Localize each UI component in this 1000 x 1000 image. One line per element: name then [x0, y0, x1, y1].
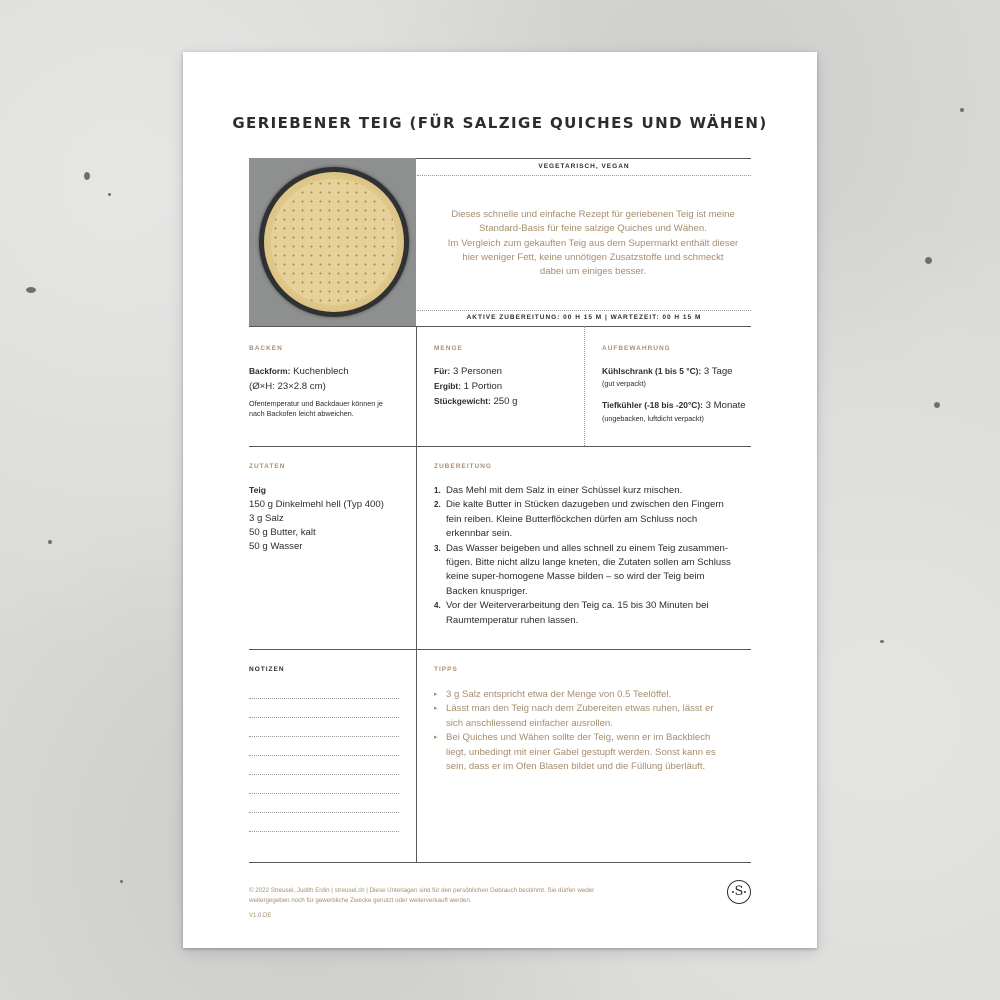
menge-label: Stückgewicht: [434, 396, 491, 406]
note-line[interactable] [249, 774, 399, 775]
intro-line: hier weniger Fett, keine unnötigen Zusatzstoffe und schmeckt [462, 251, 724, 263]
note-line[interactable] [249, 831, 399, 832]
tip-line: sein, dass er im Ofen Blasen bildet und die Füllung überläuft. [446, 761, 706, 773]
background-speck [108, 193, 111, 196]
tip-line: Lässt man den Teig nach dem Zubereiten etwas ruhen, lässt er [446, 703, 714, 715]
step-item [434, 599, 731, 628]
tipps-heading: TIPPS [434, 666, 458, 673]
menge-heading: MENGE [434, 345, 463, 352]
tip-line: 3 g Salz entspricht etwa der Menge von 0.5 Teelöffel. [446, 689, 672, 700]
background-speck [120, 880, 123, 883]
step-number: 1. [434, 486, 441, 495]
backform-line [249, 364, 349, 379]
step-item [434, 498, 731, 541]
recipe-intro [433, 208, 753, 279]
menge-row [434, 379, 502, 394]
zutaten-heading: ZUTATEN [249, 463, 286, 470]
storage-value: 3 Monate [705, 400, 746, 411]
backen-note-line: nach Backofen leicht abweichen. [249, 409, 354, 418]
tip-line: Bei Quiches und Wähen sollte der Teig, wenn er im Backblech [446, 732, 711, 744]
storage-item [602, 364, 733, 379]
intro-line: Im Vergleich zum gekauften Teig aus dem Supermarkt enthält dieser [447, 237, 739, 249]
logo-letter: S [734, 884, 744, 899]
ingredient-item: 3 g Salz [249, 513, 284, 524]
menge-label: Für: [434, 366, 451, 376]
storage-note: (gut verpackt) [602, 379, 646, 388]
arrow-icon: ▸ [434, 691, 438, 698]
tip-line: sich anschliessend einfacher ausrollen. [446, 717, 613, 729]
step-line: erkennbar sein. [446, 528, 513, 540]
tips-list [434, 688, 716, 774]
divider [249, 862, 751, 863]
step-line: Das Mehl mit dem Salz in einer Schüssel kurz mischen. [446, 485, 683, 496]
menge-row [434, 394, 517, 409]
footer-line: © 2022 Streusel, Judith Erdin | streusel.ch | Diese Unterlagen sind für den persönlichen Gebrauch bestimmt. Sie dürfen weder [249, 887, 595, 894]
storage-item [602, 398, 746, 413]
note-line[interactable] [249, 736, 399, 737]
step-line: keine super-homogene Masse bilden – so wird der Teig beim [446, 571, 705, 583]
note-line[interactable] [249, 793, 399, 794]
ingredient-item: 50 g Wasser [249, 541, 303, 552]
footer-line: weitergegeben noch für gewerbliche Zwecke genutzt oder weiterverkauft werden. [249, 897, 472, 904]
background-speck [960, 108, 964, 112]
tip-item [434, 688, 716, 702]
step-line: Raumtemperatur ruhen lassen. [446, 614, 579, 626]
step-line: Das Wasser beigeben und alles schnell zu einem Teig zusammen- [446, 542, 729, 554]
background-speck [48, 540, 52, 544]
divider [249, 649, 751, 650]
background-speck [934, 402, 940, 408]
background-speck [925, 257, 932, 264]
backform-label: Backform: [249, 366, 291, 376]
aufbewahrung-heading: AUFBEWAHRUNG [602, 345, 671, 352]
recipe-sheet [183, 52, 817, 948]
notizen-heading: NOTIZEN [249, 666, 285, 673]
recipe-title: GERIEBENER TEIG (FÜR SALZIGE QUICHES UND WÄHEN) [232, 114, 768, 132]
note-line[interactable] [249, 812, 399, 813]
step-item [434, 484, 731, 498]
storage-label: Tiefkühler (-18 bis -20°C): [602, 400, 703, 410]
backform-dimensions: (Ø×H: 23×2.8 cm) [249, 381, 326, 392]
menge-row [434, 364, 502, 379]
intro-line: Dieses schnelle und einfache Rezept für geriebenen Teig ist meine [451, 209, 735, 220]
background-speck [84, 172, 90, 180]
step-number: 4. [434, 601, 441, 611]
intro-line: Standard-Basis für feine salzige Quiches und Wähen. [479, 223, 707, 235]
menge-value: 3 Personen [452, 366, 503, 377]
backen-note-line: Ofentemperatur und Backdauer können je [249, 399, 383, 408]
step-line: fein reiben. Kleine Butterflöckchen dürfen am Schluss noch [446, 513, 698, 525]
step-item [434, 542, 731, 600]
step-line: fügen. Bitte nicht allzu lange kneten, die Zutaten sollen am Schluss [446, 557, 731, 569]
menge-value: 250 g [493, 396, 518, 407]
tip-item [434, 702, 716, 731]
arrow-icon: ▸ [434, 705, 438, 713]
note-line[interactable] [249, 717, 399, 718]
dotted-divider [417, 175, 751, 176]
divider [249, 446, 751, 447]
backen-heading: BACKEN [249, 345, 283, 352]
step-number: 3. [434, 543, 441, 553]
column-divider [416, 446, 417, 650]
step-line: Vor der Weiterverarbeitung den Teig ca. 15 bis 30 Minuten bei [446, 600, 709, 612]
background-speck [26, 287, 36, 293]
intro-line: dabei um einiges besser. [539, 266, 647, 278]
step-line: Die kalte Butter in Stücken dazugeben und zwischen den Fingern [446, 499, 724, 511]
step-number: 2. [434, 500, 441, 510]
background-speck [880, 640, 884, 643]
arrow-icon: ▸ [434, 734, 438, 742]
column-divider [416, 649, 417, 862]
version-label: V1.0.DE [249, 913, 272, 919]
note-line[interactable] [249, 698, 399, 699]
footer-text [249, 886, 594, 906]
storage-note: (ungebacken, luftdicht verpackt) [602, 414, 704, 423]
backform-value: Kuchenblech [293, 366, 349, 377]
menge-value: 1 Portion [463, 381, 503, 392]
tip-line: liegt, unbedingt mit einer Gabel gestupft werden. Sonst kann es [446, 746, 716, 758]
ingredient-item: 50 g Butter, kalt [249, 527, 316, 538]
diet-tag: VEGETARISCH, VEGAN [538, 163, 630, 170]
column-divider [416, 326, 417, 446]
note-line[interactable] [249, 755, 399, 756]
storage-value: 3 Tage [703, 366, 733, 377]
storage-label: Kühlschrank (1 bis 5 °C): [602, 366, 702, 376]
ingredient-group: Teig [249, 485, 267, 495]
recipe-photo [249, 158, 416, 326]
zubereitung-heading: ZUBEREITUNG [434, 463, 492, 470]
timing-info: AKTIVE ZUBEREITUNG: 00 H 15 M | WARTEZEIT: 00 H 15 M [466, 314, 702, 321]
ingredient-item: 150 g Dinkelmehl hell (Typ 400) [249, 499, 384, 510]
preparation-steps [434, 484, 731, 628]
menge-label: Ergibt: [434, 381, 461, 391]
divider [249, 326, 751, 327]
dotted-column-divider [584, 326, 585, 446]
tip-item [434, 731, 716, 774]
dotted-divider [417, 310, 751, 311]
step-line: Backen knuspriger. [446, 585, 528, 597]
streusel-logo [727, 880, 751, 904]
